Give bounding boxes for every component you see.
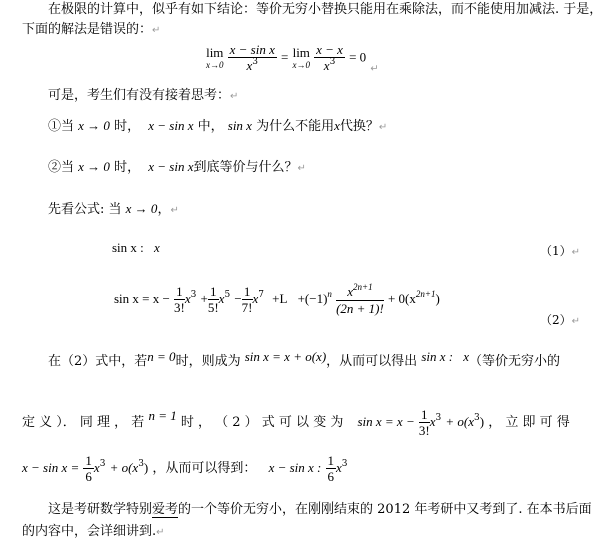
paragraph-n0: 在（2）式中，若n = 0时，则成为 sin x = x + o(x)，从而可以得出 sin x : x（等价无穷小的	[48, 349, 561, 369]
underlined-phrase: 爱考	[152, 502, 179, 517]
limit-operator-right: lim x→0	[292, 44, 310, 70]
equation-1-label: （1）↵	[540, 244, 581, 258]
intro-line-2: 下面的解法是错误的：↵	[22, 22, 161, 37]
fraction-left: $\frac{\text{x − sin x}}{x^3}$	[229, 42, 275, 73]
paragraph-n1: 定 义 ）． 同 理 ， 若 n = 1 时 ， （ 2 ） 式 可 以 变 为 sin x = x − $\frac{1}{3!}$ $x^3 + o(x^3)$ ， 立 即 可 得	[22, 407, 570, 438]
closing-line-2: 的内容中，会详细讲到.↵	[22, 524, 165, 539]
equation-2: sin x = x − $\frac{1}{3!}$ $x^3$ + $\frac{1}{5!}$ $x^5$ − $\frac{1}{7!}$ $x^7 +L +(-1)^n$ $\frac{x^{2n+1}}{(2n + 1)!}$ + $0(x^{2n+1})$	[114, 281, 440, 316]
limit-operator-left: lim x→0	[206, 44, 224, 70]
intro-line-1: 在极限的计算中，似乎有如下结论：等价无穷小替换只能用在乘除法，而不能使用加减法. 于是，	[48, 2, 603, 17]
limit-formula: lim x→0 $\frac{\text{x − sin x}}{x^3}$ = lim x→0 $\frac{x - x}{x^3}$ = 0 $_↵$	[206, 42, 379, 75]
question-intro: 可是，考生们有没有接着思考：↵	[48, 88, 239, 103]
question-2: ②当 x → 0 时， x − sin x到底等价与什么？↵	[48, 159, 306, 175]
paragraph-result: x − sin x = $\frac{1}{6}$ $x^3 + o(x^3)$ ，从而可以得到： x − sin x : $\frac{1}{6}$ $x^3$	[22, 453, 348, 484]
fraction-right: $\frac{x - x}{x^3}$	[316, 42, 343, 73]
formula-intro: 先看公式: 当 x → 0，↵	[48, 201, 179, 217]
closing-line-1: 这是考研数学特别爱考的一个等价无穷小，在刚刚结束的 2012 年考研中又考到了. 在本书后面	[48, 502, 592, 517]
equation-2-label: （2）↵	[540, 313, 581, 327]
question-1: ①当 x → 0 时， x − sin x 中， sin x 为什么不能用x代换？↵	[48, 118, 388, 134]
equation-1: sin x : x	[112, 240, 160, 255]
